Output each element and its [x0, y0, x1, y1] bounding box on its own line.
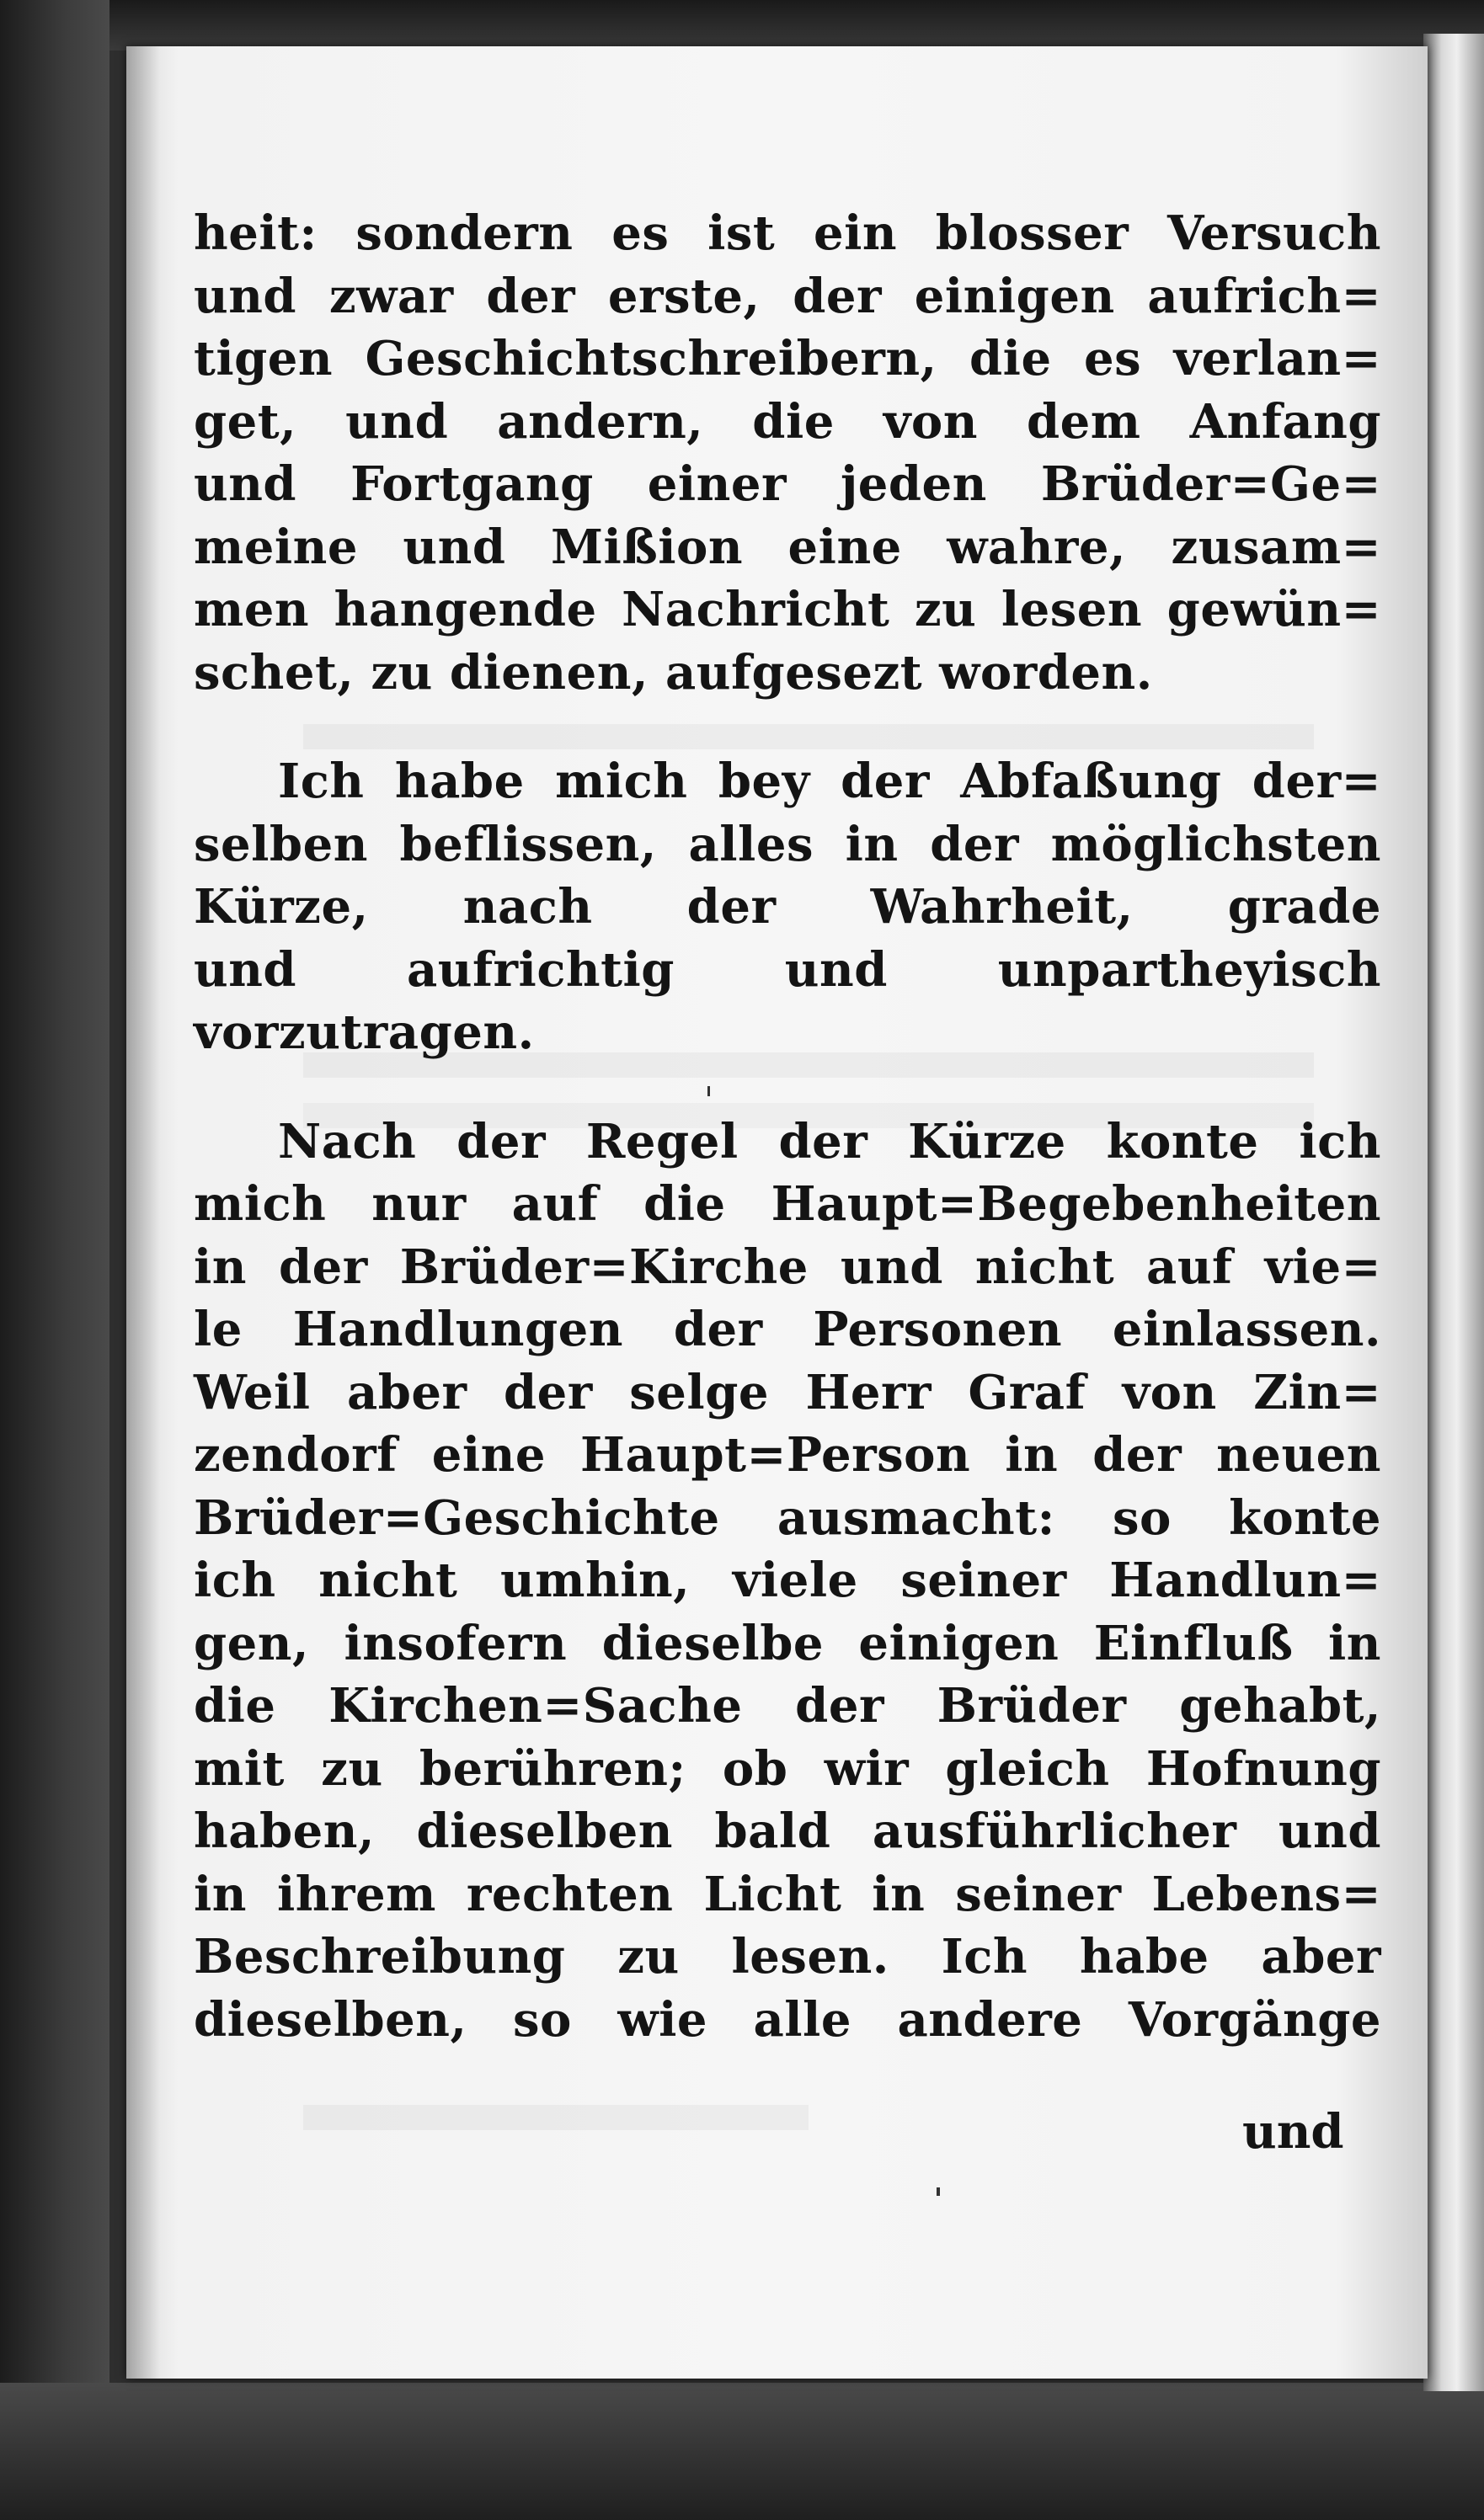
- paragraph-1: [194, 202, 1381, 704]
- dust-speck: [937, 2187, 940, 2196]
- paragraph-gap: [194, 704, 1381, 750]
- text-line: heit: sondern es ist ein blosser Versuch: [194, 205, 1381, 261]
- text-line: zendorf eine Haupt=Person in der neuen: [194, 1427, 1381, 1483]
- text-line: le Handlungen der Personen einlassen.: [194, 1302, 1381, 1357]
- gutter-shadow: [126, 46, 160, 2379]
- text-line: die Kirchen=Sache der Brüder gehabt,: [194, 1678, 1381, 1734]
- text-line: und aufrichtig und unpartheyisch: [194, 941, 1381, 998]
- text-line: Kürze, nach der Wahrheit, grade: [194, 879, 1381, 935]
- text-line: get, und andern, die von dem Anfang: [194, 393, 1381, 450]
- text-line: dieselben, so wie alle andere Vorgänge: [194, 1991, 1381, 2048]
- body-text: [194, 202, 1381, 2051]
- text-line: in ihrem rechten Licht in seiner Lebens=: [194, 1866, 1381, 1922]
- paragraph-3: [194, 1111, 1381, 2052]
- scan-background-left: [0, 0, 109, 2520]
- text-line: meine und Mißion eine wahre, zusam=: [194, 519, 1381, 575]
- text-line: gen, insofern dieselbe einigen Einfluß in: [194, 1615, 1381, 1671]
- paragraph-gap: [194, 1064, 1381, 1111]
- text-line: selben beflissen, alles in der möglichsten: [194, 816, 1381, 872]
- text-line: Beschreibung zu lesen. Ich habe aber: [194, 1929, 1381, 1985]
- text-line: schet, zu dienen, aufgesezt worden.: [194, 644, 1153, 701]
- text-line: men hangende Nachricht zu lesen gewün=: [194, 582, 1381, 637]
- paragraph-2: [194, 750, 1381, 1064]
- adjacent-page-edge: [1423, 34, 1484, 2391]
- text-line: tigen Geschichtschreibern, die es verlan=: [194, 331, 1381, 386]
- scan-background-bottom: [0, 2383, 1484, 2520]
- dust-speck: [707, 1086, 710, 1096]
- text-line: und zwar der erste, der einigen aufrich=: [194, 268, 1381, 324]
- text-line: Nach der Regel der Kürze konte ich: [278, 1113, 1381, 1169]
- text-line: vorzutragen.: [194, 1004, 535, 1060]
- text-line: Ich habe mich bey der Abfaßung der=: [278, 754, 1381, 809]
- text-line: mich nur auf die Haupt=Begebenheiten: [194, 1176, 1381, 1232]
- scan-background-top: [0, 0, 1484, 51]
- text-line: ich nicht umhin, viele seiner Handlun=: [194, 1553, 1381, 1608]
- text-line: in der Brüder=Kirche und nicht auf vie=: [194, 1239, 1381, 1295]
- catchword: und: [1242, 2104, 1344, 2160]
- text-line: Brüder=Geschichte ausmacht: so konte: [194, 1489, 1381, 1546]
- text-line: mit zu berühren; ob wir gleich Hofnung: [194, 1740, 1381, 1797]
- text-line: und Fortgang einer jeden Brüder=Ge=: [194, 456, 1381, 512]
- text-line: Weil aber der selge Herr Graf von Zin=: [194, 1364, 1381, 1420]
- text-line: haben, dieselben bald ausführlicher und: [194, 1803, 1381, 1859]
- show-through-smudge: [303, 2105, 809, 2130]
